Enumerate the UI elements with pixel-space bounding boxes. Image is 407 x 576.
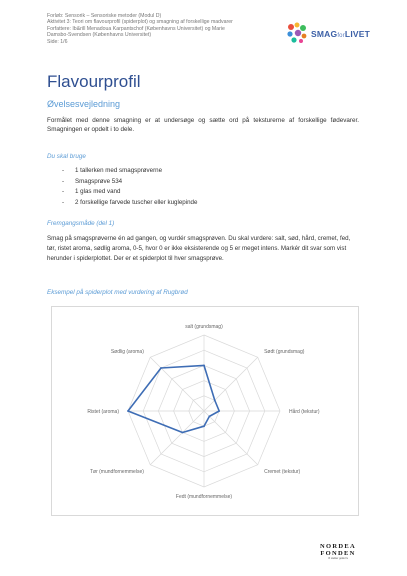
footer-tagline: Vi støtter gode liv [328, 557, 348, 560]
axis-label: Sødlig (aroma) [110, 348, 144, 355]
list-item: - 1 tallerken med smagsprøverne [62, 167, 163, 174]
intro-paragraph: Formålet med denne smagning er at undersøge og sætte ord på teksturerne af forskellige fødevarer. Smagningen er opdelt i to dele. [47, 117, 359, 133]
axis-label: Hård (tekstur) [289, 409, 320, 415]
materials-list [62, 166, 197, 208]
header-line: Side: 1/6 [47, 38, 68, 45]
header-line: Forløb: Sensorik – Sensoriske metoder (Modul D) [47, 13, 162, 19]
axis-label: Fedt (mundfornemmelse) [175, 494, 233, 500]
axis-label: Sødt (grundsmag) [264, 348, 305, 355]
nordea-fonden-logo [318, 543, 358, 561]
axis-label: Ristet (aroma) [87, 409, 119, 415]
data-point [208, 415, 210, 417]
axis-label: Tør (mundfornemmelse) [89, 469, 144, 476]
footer-brand-2: FONDEN [320, 550, 356, 557]
footer-brand: NORDEA [320, 543, 356, 550]
data-point [182, 432, 184, 434]
example-heading: Eksempel på spiderplot med vurdering af Rugbrød [47, 289, 188, 296]
data-point [218, 410, 220, 412]
header-line: Damsbo-Svendsen (Københavns Universitet) [47, 32, 152, 39]
logo-wordmark: SMAGforLIVET [311, 29, 371, 39]
page-title: Flavourprofil [47, 72, 141, 91]
data-point [203, 425, 205, 427]
axis-label: Cremet (tekstur) [264, 469, 301, 476]
axis-label: salt (grundsmag) [185, 324, 223, 330]
data-point [160, 367, 162, 369]
spider-chart-container [51, 306, 359, 516]
header-line: Forfattere: Ib&rill Menadoua Karpantschof (Københavns Universitet) og Marie [47, 25, 225, 32]
list-item: - 1 glas med vand [62, 188, 121, 196]
page-subtitle: Øvelsesvejledning [47, 99, 121, 109]
procedure-paragraph: Smag på smagsprøverne én ad gangen, og vurdér smagsprøven. Du skal vurdere: salt, sød, hård, cremet, fed, tør, ristet aroma, sødlig aroma, 0-5, hvor 0 er ikke eksisterende og 5 er meget intens. Markér dit svar som vist herunder i spiderplottet. Der er et spiderplot til hver smagsprøve. [47, 235, 351, 262]
materials-heading: Du skal bruge [47, 153, 86, 160]
page-header [47, 13, 287, 45]
spider-chart [52, 307, 358, 515]
list-item: - Smagsprøve 534 [62, 177, 123, 185]
list-item: - 2 forskellige farvede tuscher eller kuglepinde [62, 198, 198, 206]
header-line: Aktivitet 3: Teori om flavourprofil (spiderplot) og smagning af forskellige madvarer [47, 19, 233, 26]
procedure-heading: Fremgangsmåde (del 1) [47, 220, 115, 227]
series-line [128, 365, 219, 432]
data-point [214, 399, 216, 401]
data-point [127, 410, 129, 412]
data-point [203, 365, 205, 367]
